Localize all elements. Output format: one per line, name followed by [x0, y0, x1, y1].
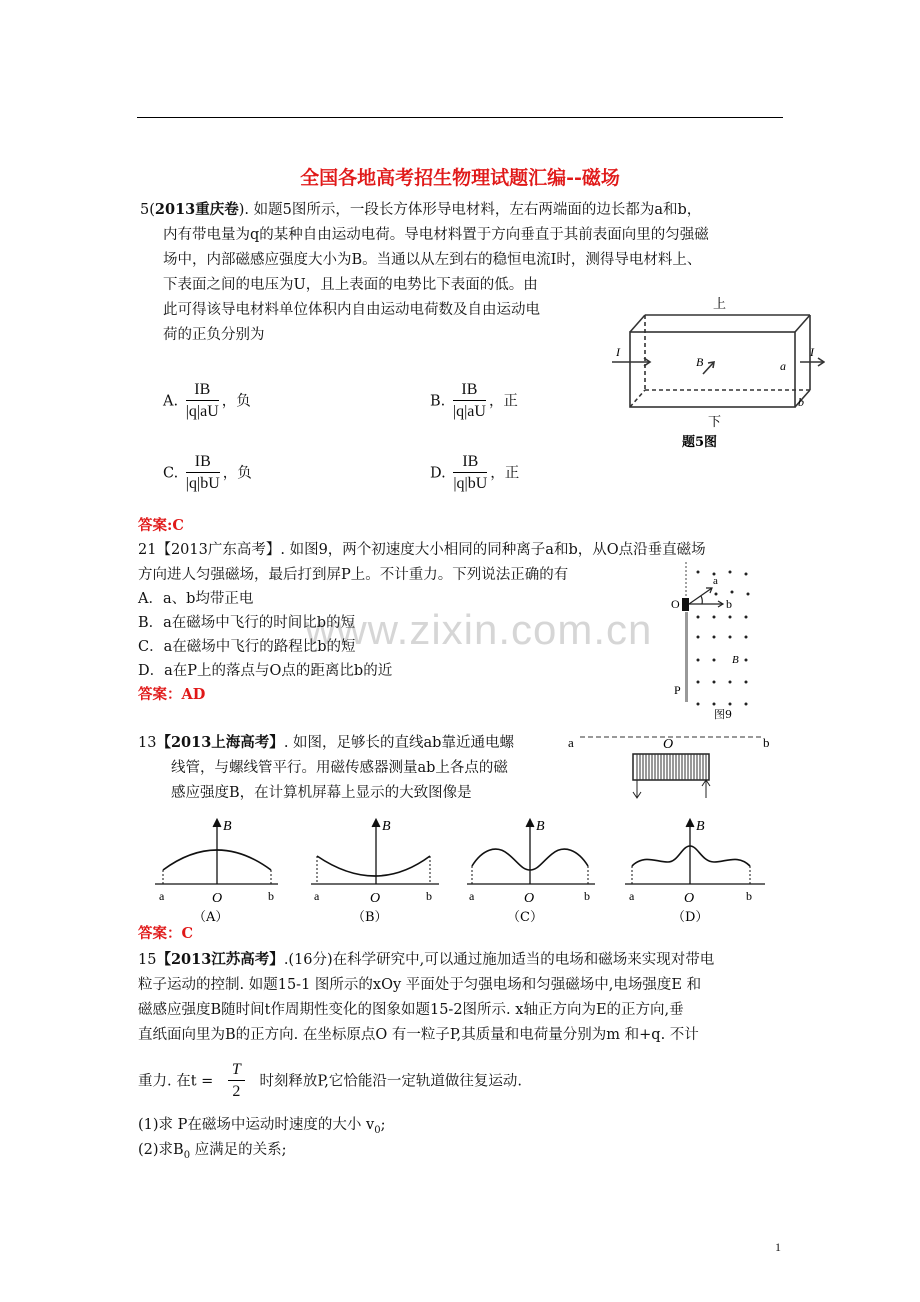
page-number: 1	[775, 1240, 781, 1254]
watermark: www.zixin.com.cn	[305, 606, 653, 653]
q13-graph-d-b: b	[746, 889, 752, 903]
q21-option-d: D．a在P上的落点与O点的距离比b的近	[138, 663, 393, 679]
q5-figure	[610, 292, 825, 454]
q21-fig-caption: 图9	[714, 708, 732, 721]
q13-line3: 感应强度B，在计算机屏幕上显示的大致图像是	[171, 785, 472, 801]
q5-option-d: D. $\frac{IB}{|q|bU}$ ，正	[430, 453, 520, 492]
q15-line2: 粒子运动的控制. 如题15-1 图所示的xOy 平面处于匀强电场和匀强磁场中,电场强度E 和	[138, 977, 702, 993]
q5-fig-caption: 题5图	[682, 435, 718, 450]
q13-line2: 线管，与螺线管平行。用磁传感器测量ab上各点的磁	[171, 760, 508, 776]
q13-fig-a: a	[568, 735, 574, 750]
q21-option-a: A．a、b均带正电	[138, 591, 254, 607]
q21-fig-P: P	[674, 683, 681, 697]
q15-line7: (2)求$B_0$ 应满足的关系;	[138, 1142, 287, 1161]
q13-fig-O: O	[663, 737, 674, 752]
q5-line5: 此可得该导电材料单位体积内自由运动电荷数及自由运动电	[163, 302, 540, 318]
header-rule	[137, 117, 783, 118]
q13-graph-a	[150, 814, 280, 929]
q15-line5: 重力. 在t = $\frac{T}{2}$ 时刻释放P,它恰能沿一定轨道做往复运动.	[138, 1061, 522, 1100]
q13-graph-c-B: B	[536, 819, 545, 834]
q13-solenoid-figure	[566, 730, 786, 810]
q13-graph-d-a: a	[629, 889, 635, 903]
q13-graph-b-O: O	[370, 891, 381, 906]
q13-graph-b-a: a	[314, 889, 320, 903]
q13-graph-c-O: O	[524, 891, 535, 906]
q5-fig-I-right: I	[810, 345, 814, 359]
q21-answer: 答案：AD	[138, 686, 206, 703]
page-title: 全国各地高考招生物理试题汇编--磁场	[300, 167, 620, 189]
q5-option-a: A. $\frac{IB}{|q|aU}$ ，负	[163, 381, 251, 420]
q21-figure	[668, 562, 768, 722]
q13-graph-c	[462, 814, 597, 929]
q5-fig-b-label: b	[798, 395, 804, 409]
q13-line1: 13【2013上海高考】. 如图，足够长的直线ab靠近通电螺	[138, 734, 514, 751]
q13-graph-d-caption: （D）	[672, 910, 709, 925]
q13-answer: 答案：C	[138, 925, 194, 942]
q15-line4: 直纸面向里为B的正方向. 在坐标原点O 有一粒子P,其质量和电荷量分别为m 和+q. 不计	[138, 1027, 699, 1043]
q13-graph-d-O: O	[684, 891, 695, 906]
q5-fig-top-label: 上	[713, 296, 727, 311]
q5-line2: 内有带电量为q的某种自由运动电荷。导电材料置于方向垂直于其前表面向里的匀强磁	[163, 227, 709, 243]
q13-graph-a-a: a	[159, 889, 165, 903]
q13-graph-c-b: b	[584, 889, 590, 903]
q5-line4: 下表面之间的电压为U，且上表面的电势比下表面的低。由	[163, 277, 538, 293]
q5-fig-a-label: a	[780, 359, 786, 373]
q5-answer: 答案:C	[138, 517, 184, 534]
q13-graph-a-b: b	[268, 889, 274, 903]
q21-fig-a: a	[713, 575, 718, 587]
q5-option-b: B. $\frac{IB}{|q|aU}$ ，正	[430, 381, 518, 420]
q5-fig-B-label: B	[696, 355, 704, 369]
q15-line6: (1)求 P在磁场中运动时速度的大小 $v_0$;	[138, 1117, 386, 1136]
q13-graph-b-B: B	[382, 819, 391, 834]
q13-graph-d	[622, 814, 767, 929]
q5-line6: 荷的正负分别为	[163, 327, 265, 343]
q21-option-c: C．a在磁场中飞行的路程比b的短	[138, 639, 356, 655]
q13-graph-c-caption: （C）	[507, 910, 543, 925]
q21-line2: 方向进人匀强磁场，最后打到屏P上。不计重力。下列说法正确的有	[138, 567, 569, 583]
q13-fig-b: b	[763, 735, 770, 750]
q21-line1: 21【2013广东高考】. 如图9，两个初速度大小相同的同种离子a和b，从O点沿垂直磁场	[138, 542, 706, 558]
q21-fig-b: b	[726, 597, 732, 611]
q13-graph-a-caption: （A）	[193, 910, 229, 925]
q13-graph-b	[306, 814, 441, 929]
q15-line1: 15【2013江苏高考】.(16分)在科学研究中,可以通过施加适当的电场和磁场来实现对带电	[138, 951, 715, 968]
q13-graph-b-b: b	[426, 889, 432, 903]
q5-option-c: C. $\frac{IB}{|q|bU}$ ，负	[163, 453, 252, 492]
q5-line3: 场中，内部磁感应强度大小为B。当通以从左到右的稳恒电流I时，测得导电材料上、	[163, 252, 702, 268]
q21-fig-O: O	[671, 597, 680, 611]
q5-line1: 5(2013重庆卷). 如题5图所示，一段长方体形导电材料，左右两端面的边长都为a和b，	[140, 201, 702, 218]
q13-graph-b-caption: （B）	[352, 910, 388, 925]
q13-graph-d-B: B	[696, 819, 705, 834]
q21-option-b: B．a在磁场中飞行的时间比b的短	[138, 615, 356, 631]
q13-graph-a-O: O	[212, 891, 223, 906]
q21-fig-B: B	[732, 654, 739, 666]
q15-line3: 磁感应强度B随时间t作周期性变化的图象如题15-2图所示. x轴正方向为E的正方向,垂	[138, 1002, 684, 1018]
q13-graph-a-B: B	[223, 819, 232, 834]
q5-fig-bottom-label: 下	[708, 414, 722, 429]
q13-graph-c-a: a	[469, 889, 475, 903]
q5-fig-I-left: I	[616, 345, 620, 359]
